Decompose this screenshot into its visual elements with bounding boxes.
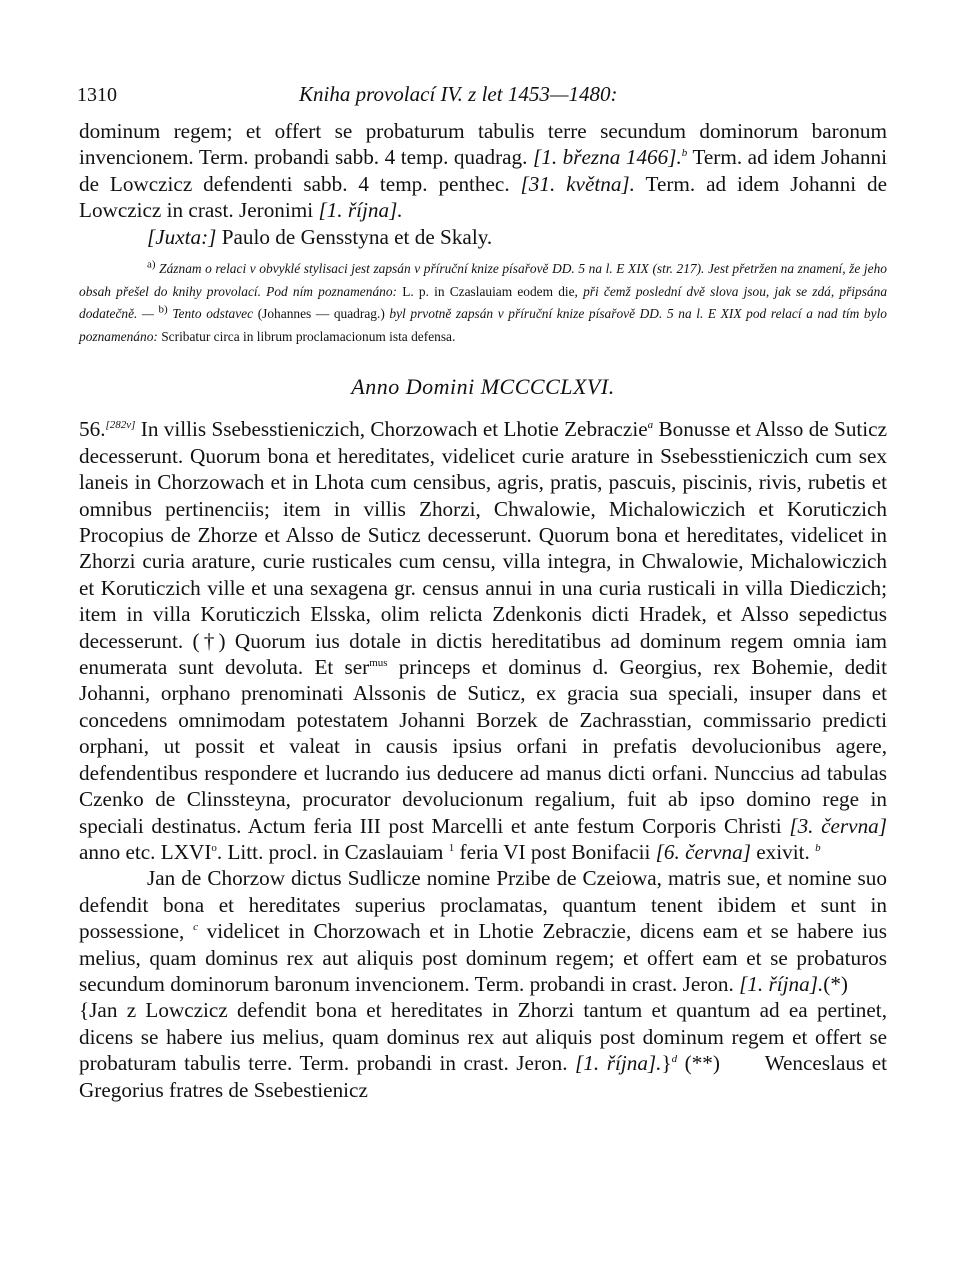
entry-mark-a: a [647, 419, 654, 432]
intro-date-3: [1. října]. [318, 198, 403, 223]
entry-sup-mus: mus [369, 657, 388, 669]
footnote-a-quote: L. p. in Czaslauiam eodem die, [402, 283, 578, 299]
para3-date: [1. října]. [575, 1051, 662, 1076]
footnote-b-mark: b) [158, 303, 168, 316]
entry-text-1: In villis Ssebesstieniczich, Chorzowach et Lhotie Zebraczie [140, 417, 648, 442]
intro-juxta: [Juxta:] [147, 224, 217, 249]
para3-text-2: Wenceslaus et Gregorius fratres de Ssebestienicz [79, 1051, 888, 1102]
para2-date: [1. října]. [739, 971, 824, 996]
para3-mark: (**) [684, 1051, 720, 1076]
para2-sup-c: c [193, 921, 198, 934]
entry-date-a: [3. června] [789, 813, 888, 838]
entry-text-5: . Litt. procl. in Czaslauiam [216, 839, 444, 864]
document-page [79, 78, 887, 1103]
entry-date-b: [6. června] [655, 839, 751, 864]
intro-date-1: [1. března 1466]. [532, 145, 682, 170]
entry-sup-1: 1 [448, 841, 455, 854]
intro-text-3: Term. ad idem Johanni de Lowczicz in crast. Jeronimi [79, 171, 888, 223]
para2-mark: (*) [823, 971, 848, 996]
entry-text-3: princeps et dominus d. Georgius, rex Bohemie, dedit Johanni, orphano prenominati Alssonis de Suticz, ex gracia sua speciali, insuper dans et concedens omnimodam potestatem Johanni Borzek de Zachrasstian, commissario predicti orphani, ut possit et valeat in causis ipsius orfani in prefatis devolucionibus agere, defendentibus respondere et lucrando ius deducere ad manus dicti orfani. Nunccius ad tabulas Czenko de Clinssteyna, procurator devolucionum regalium, fuit ab ipso domino rege in speciali destinatus. Actum feria III post Marcelli et ante festum Corporis Christi [79, 655, 887, 838]
intro-paragraph [79, 118, 887, 250]
entry-text-7: exivit. [756, 839, 810, 864]
para3-text-1: {Jan z Lowczicz defendit bona et hereditates in Zhorzi tantum et quantum ad ea pertinet, dicens se habere ius melius, quam dominus rex aut aliquis post dominum regem et offert se probaturam tabulis terre. Term. probandi in crast. Jeron. [79, 998, 887, 1076]
footnote-b-text: Tento odstavec [172, 306, 254, 322]
para2-text-1: Jan de Chorzow dictus Sudlicze nomine Przibe de Czeiowa, matris sue, et nomine suo defendit bona et hereditates superius proclamatas, quantum tenent ibidem et sunt in possessione, [79, 866, 887, 944]
footnote-a-text: Záznam o relaci v obvyklé stylisaci jest zapsán v příruční knize písařově DD. 5 na l. E XIX (str. 217). Jest přetržen na znamení, že jeho obsah přešel do knihy provolací. Pod ním poznamenáno: [79, 261, 887, 299]
footnotes [79, 258, 887, 348]
para3-sup-d: d [671, 1053, 678, 1066]
para2-text-2: videlicet in Chorzowach et in Lhotie Zebraczie, dicens eam et se habere ius melius, quam dominus rex aut aliquis post dominum regem; et offert eam et se probaturos secundum dominorum baronum invencionem. Term. probandi in crast. Jeron. [79, 919, 887, 996]
entry-text-6: feria VI post Bonifacii [459, 839, 651, 864]
entry-sup-o: o [211, 841, 217, 854]
entry-56 [79, 416, 887, 1103]
footnote-a-mark: a) [147, 258, 156, 271]
page-header [79, 78, 887, 118]
entry-text-2: Bonusse et Alsso de Suticz decesserunt. Quorum bona et hereditates, videlicet curie arature in Ssebesstieniczich cum sex laneis in Chorzowach et in Lhota cum censibus, agris, pratis, pascuis, piscinis, rivis, rubetis et omnibus pertinenciis; item in villis Zhorzi, Chwalowie, Michalowiczich et Koruticzich Procopius de Zhorze et Alsso de Suticz decesserunt. Quorum bona et hereditates, videlicet in Zhorzi curia arature, curie rusticales cum censu, villa integra, in Chwalowie, Michalowiczich et Koruticzich ville et una sexagena gr. census annui in una curia rusticali in villa Diediczich; item in villa Koruticzich Elsska, olim relicta Zdenkonis dicti Hradek, et Alsso sepedictus decesserunt. (†) Quorum ius dotale in dictis hereditatibus ad dominum regem omnia iam enumerata sunt devoluta. Et ser [79, 417, 887, 680]
entry-number: 56. [79, 417, 106, 442]
intro-date-2: [31. května]. [520, 171, 635, 196]
entry-sup-b: b [815, 841, 821, 854]
footnote-b-text-2: byl prvotně zapsán v příruční knize písařově DD. 5 na l. E XIX pod relací a nad tím bylo poznamenáno: [79, 306, 887, 344]
intro-mark-b: b [681, 147, 688, 160]
folio-ref: [282v] [105, 419, 136, 432]
para3-close: } [661, 1051, 672, 1076]
footnote-a-text-2: při čemž poslední dvě slova jsou, jak se zdá, připsána dodatečně. — [79, 283, 888, 322]
running-title: Kniha provolací IV. z let 1453—1480: [299, 82, 618, 106]
intro-text-2: Term. ad idem Johanni de Lowczicz defendenti sabb. 4 temp. penthec. [79, 145, 887, 196]
footnote-b-quote: (Johannes — quadrag.) [257, 306, 385, 322]
entry-text-4: anno etc. LXVI [79, 839, 212, 864]
intro-text-1: dominum regem; et offert se probaturum tabulis terre secundum dominorum baronum invencionem. Term. probandi sabb. 4 temp. quadrag. [79, 119, 887, 170]
intro-text-4: Paulo de Gensstyna et de Skaly. [221, 224, 493, 249]
section-heading: Anno Domini MCCCCLXVI. [351, 374, 615, 400]
page-number: 1310 [77, 84, 117, 106]
paragraph-jan-de-chorzow [79, 865, 887, 997]
footnote-b-quote-2: Scribatur circa in librum proclamacionum ista defensa. [161, 328, 456, 344]
paragraph-jan-z-lowczicz [79, 997, 887, 1103]
